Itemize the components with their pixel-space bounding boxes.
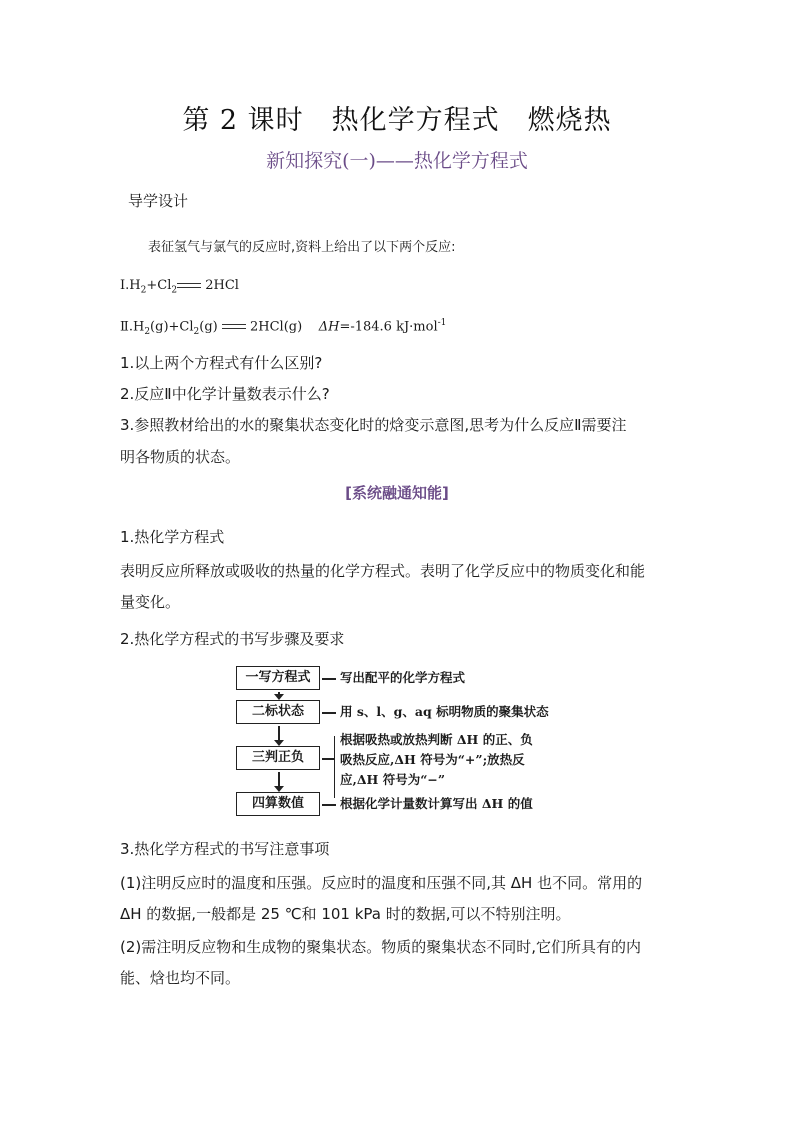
point-1-body-line1: 表明反应所释放或吸收的热量的化学方程式。表明了化学反应中的物质变化和能 — [120, 562, 646, 580]
section-heading: [系统融通知能] — [345, 484, 449, 502]
step-desc-2: 用 s、l、g、aq 标明物质的聚集状态 — [340, 704, 549, 719]
reaction-1: $Ⅰ.H_2+Cl_2$ 2HCl — [120, 278, 239, 296]
step-desc-3-line3: 应,ΔH 符号为“−” — [340, 772, 446, 787]
step-box-1: 一写方程式 — [236, 666, 320, 690]
equals-sign-icon — [222, 323, 246, 331]
question-3: 3.参照教材给出的水的聚集状态变化时的焓变示意图,思考为什么反应Ⅱ需要注 — [120, 416, 627, 434]
point-2-heading: 2.热化学方程式的书写步骤及要求 — [120, 630, 345, 648]
question-2: 2.反应Ⅱ中化学计量数表示什么? — [120, 385, 330, 403]
point-3-body-line1: (1)注明反应时的温度和压强。反应时的温度和压强不同,其 ΔH 也不同。常用的 — [120, 874, 643, 892]
point-3-heading: 3.热化学方程式的书写注意事项 — [120, 840, 330, 858]
page-title: 第 2 课时 热化学方程式 燃烧热 — [182, 105, 612, 136]
question-3-cont: 明各物质的状态。 — [120, 448, 241, 466]
intro-text: 表征氢气与氯气的反应时,资料上给出了以下两个反应: — [148, 240, 456, 255]
step-box-4: 四算数值 — [236, 792, 320, 816]
equals-sign-icon — [177, 282, 201, 290]
step-box-2: 二标状态 — [236, 700, 320, 724]
step-desc-3-line2: 吸热反应,ΔH 符号为“+”;放热反 — [340, 752, 525, 767]
writing-steps-diagram — [236, 664, 566, 820]
step-desc-3-line1: 根据吸热或放热判断 ΔH 的正、负 — [340, 732, 533, 747]
guide-heading: 导学设计 — [128, 192, 189, 210]
reaction-2: $Ⅱ.H_2(g)+Cl_2(g)$ 2HCl(g) ΔH=-184.6 kJ·mol$^{-1}$ — [120, 318, 447, 337]
point-3-body-line2: ΔH 的数据,一般都是 25 ℃和 101 kPa 时的数据,可以不特别注明。 — [120, 905, 571, 923]
point-3-body-line4: 能、焓也均不同。 — [120, 969, 241, 987]
flow-dash — [322, 804, 336, 806]
point-1-heading: 1.热化学方程式 — [120, 528, 225, 546]
arrow-down-icon — [274, 740, 284, 746]
question-1: 1.以上两个方程式有什么区别? — [120, 354, 323, 372]
flow-dash — [322, 678, 336, 680]
arrow-down-icon — [274, 786, 284, 792]
point-1-body-line2: 量变化。 — [120, 593, 181, 611]
step-desc-4: 根据化学计量数计算写出 ΔH 的值 — [340, 796, 533, 811]
flow-dash — [322, 758, 334, 760]
step-box-3: 三判正负 — [236, 746, 320, 770]
step-desc-1: 写出配平的化学方程式 — [340, 670, 466, 685]
point-3-body-line3: (2)需注明反应物和生成物的聚集状态。物质的聚集状态不同时,它们所具有的内 — [120, 938, 642, 956]
arrow-down-icon — [274, 694, 284, 700]
section-subtitle: 新知探究(一)——热化学方程式 — [266, 150, 528, 172]
flow-dash — [322, 712, 336, 714]
